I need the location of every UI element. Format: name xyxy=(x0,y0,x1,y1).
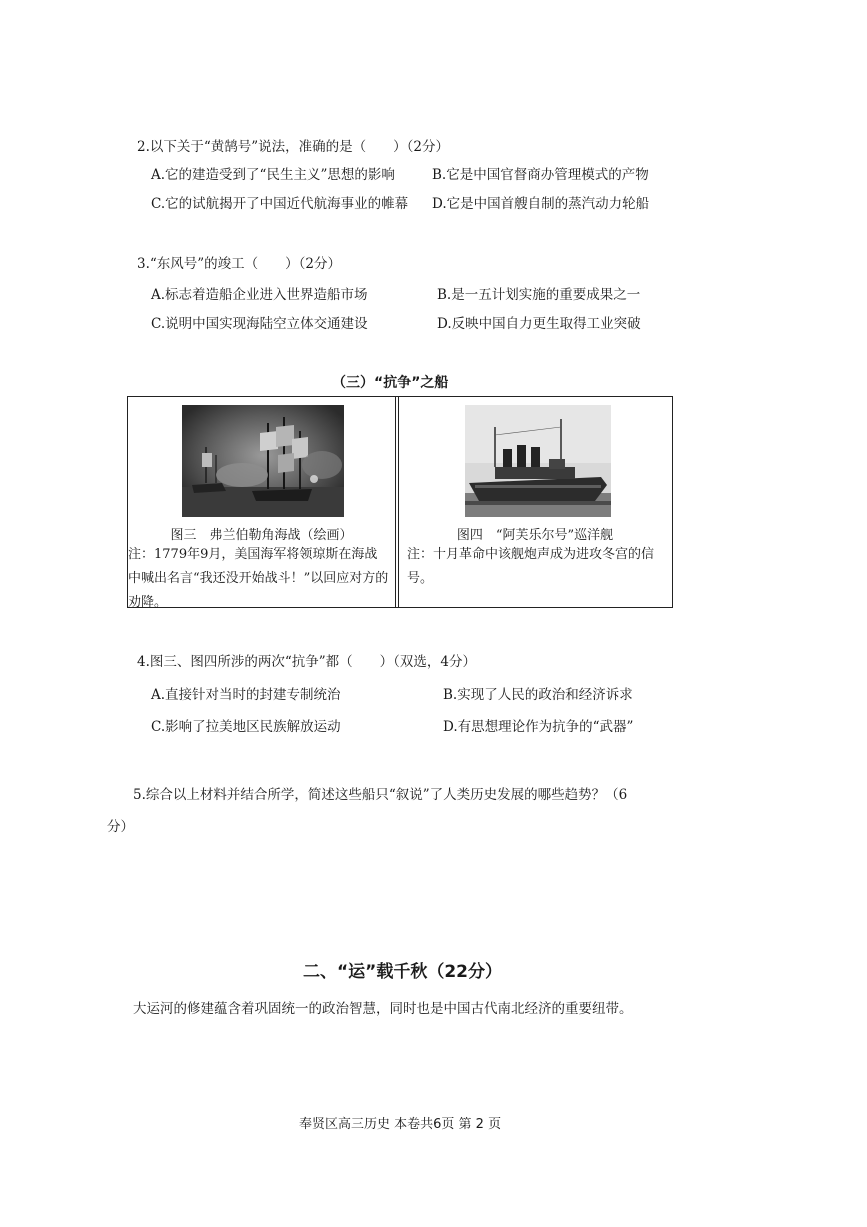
q5-line1: 5.综合以上材料并结合所学，简述这些船只“叙说”了人类历史发展的哪些趋势？（6 xyxy=(133,787,628,803)
figure-table xyxy=(127,396,673,608)
figure-3-cell xyxy=(128,397,396,610)
q3-stem: 3.“东风号”的竣工（ ）（2分） xyxy=(137,256,342,272)
q5-line2: 分） xyxy=(107,819,134,835)
q2-option-b: B.它是中国官督商办管理模式的产物 xyxy=(432,167,649,183)
section-title: 二、“运”载千秋（22分） xyxy=(303,962,503,982)
q4-option-b: B.实现了人民的政治和经济诉求 xyxy=(443,687,633,703)
figure-3-caption: 图三 弗兰伯勒角海战（绘画） xyxy=(170,528,353,543)
q2-option-c: C.它的试航揭开了中国近代航海事业的帷幕 xyxy=(151,196,409,212)
q3-option-c: C.说明中国实现海陆空立体交通建设 xyxy=(151,316,368,332)
subsection-title: （三）“抗争”之船 xyxy=(332,375,449,391)
q3-option-d: D.反映中国自力更生取得工业突破 xyxy=(437,316,641,332)
q2-option-a: A.它的建造受到了“民生主义”思想的影响 xyxy=(151,167,395,183)
q4-option-c: C.影响了拉美地区民族解放运动 xyxy=(151,719,341,735)
page-footer: 奉贤区高三历史 本卷共6页 第 2 页 xyxy=(299,1117,502,1132)
q3-option-a: A.标志着造船企业进入世界造船市场 xyxy=(151,287,368,303)
section-intro: 大运河的修建蕴含着巩固统一的政治智慧，同时也是中国古代南北经济的重要纽带。 xyxy=(133,1001,633,1017)
figure-3-note: 注：1779年9月，美国海军将领琼斯在海战中喊出名言“我还没开始战斗！”以回应对方的劝降。 xyxy=(128,547,389,610)
figure-4-cell xyxy=(398,397,671,607)
q4-option-d: D.有思想理论作为抗争的“武器” xyxy=(443,719,634,735)
cruiser-photo-image xyxy=(465,405,611,517)
battle-painting-image xyxy=(182,405,344,517)
q4-option-a: A.直接针对当时的封建专制统治 xyxy=(151,687,341,703)
figure-4-note: 注：十月革命中该舰炮声成为进攻冬宫的信号。 xyxy=(407,547,655,586)
figure-4-caption: 图四 “阿芙乐尔号”巡洋舰 xyxy=(456,528,614,543)
q4-stem: 4.图三、图四所涉的两次“抗争”都（ ）（双选，4分） xyxy=(137,654,477,670)
q3-option-b: B.是一五计划实施的重要成果之一 xyxy=(437,287,641,303)
q2-stem: 2.以下关于“黄鹄号”说法，准确的是（ ）（2分） xyxy=(137,139,450,155)
q2-option-d: D.它是中国首艘自制的蒸汽动力轮船 xyxy=(432,196,650,212)
